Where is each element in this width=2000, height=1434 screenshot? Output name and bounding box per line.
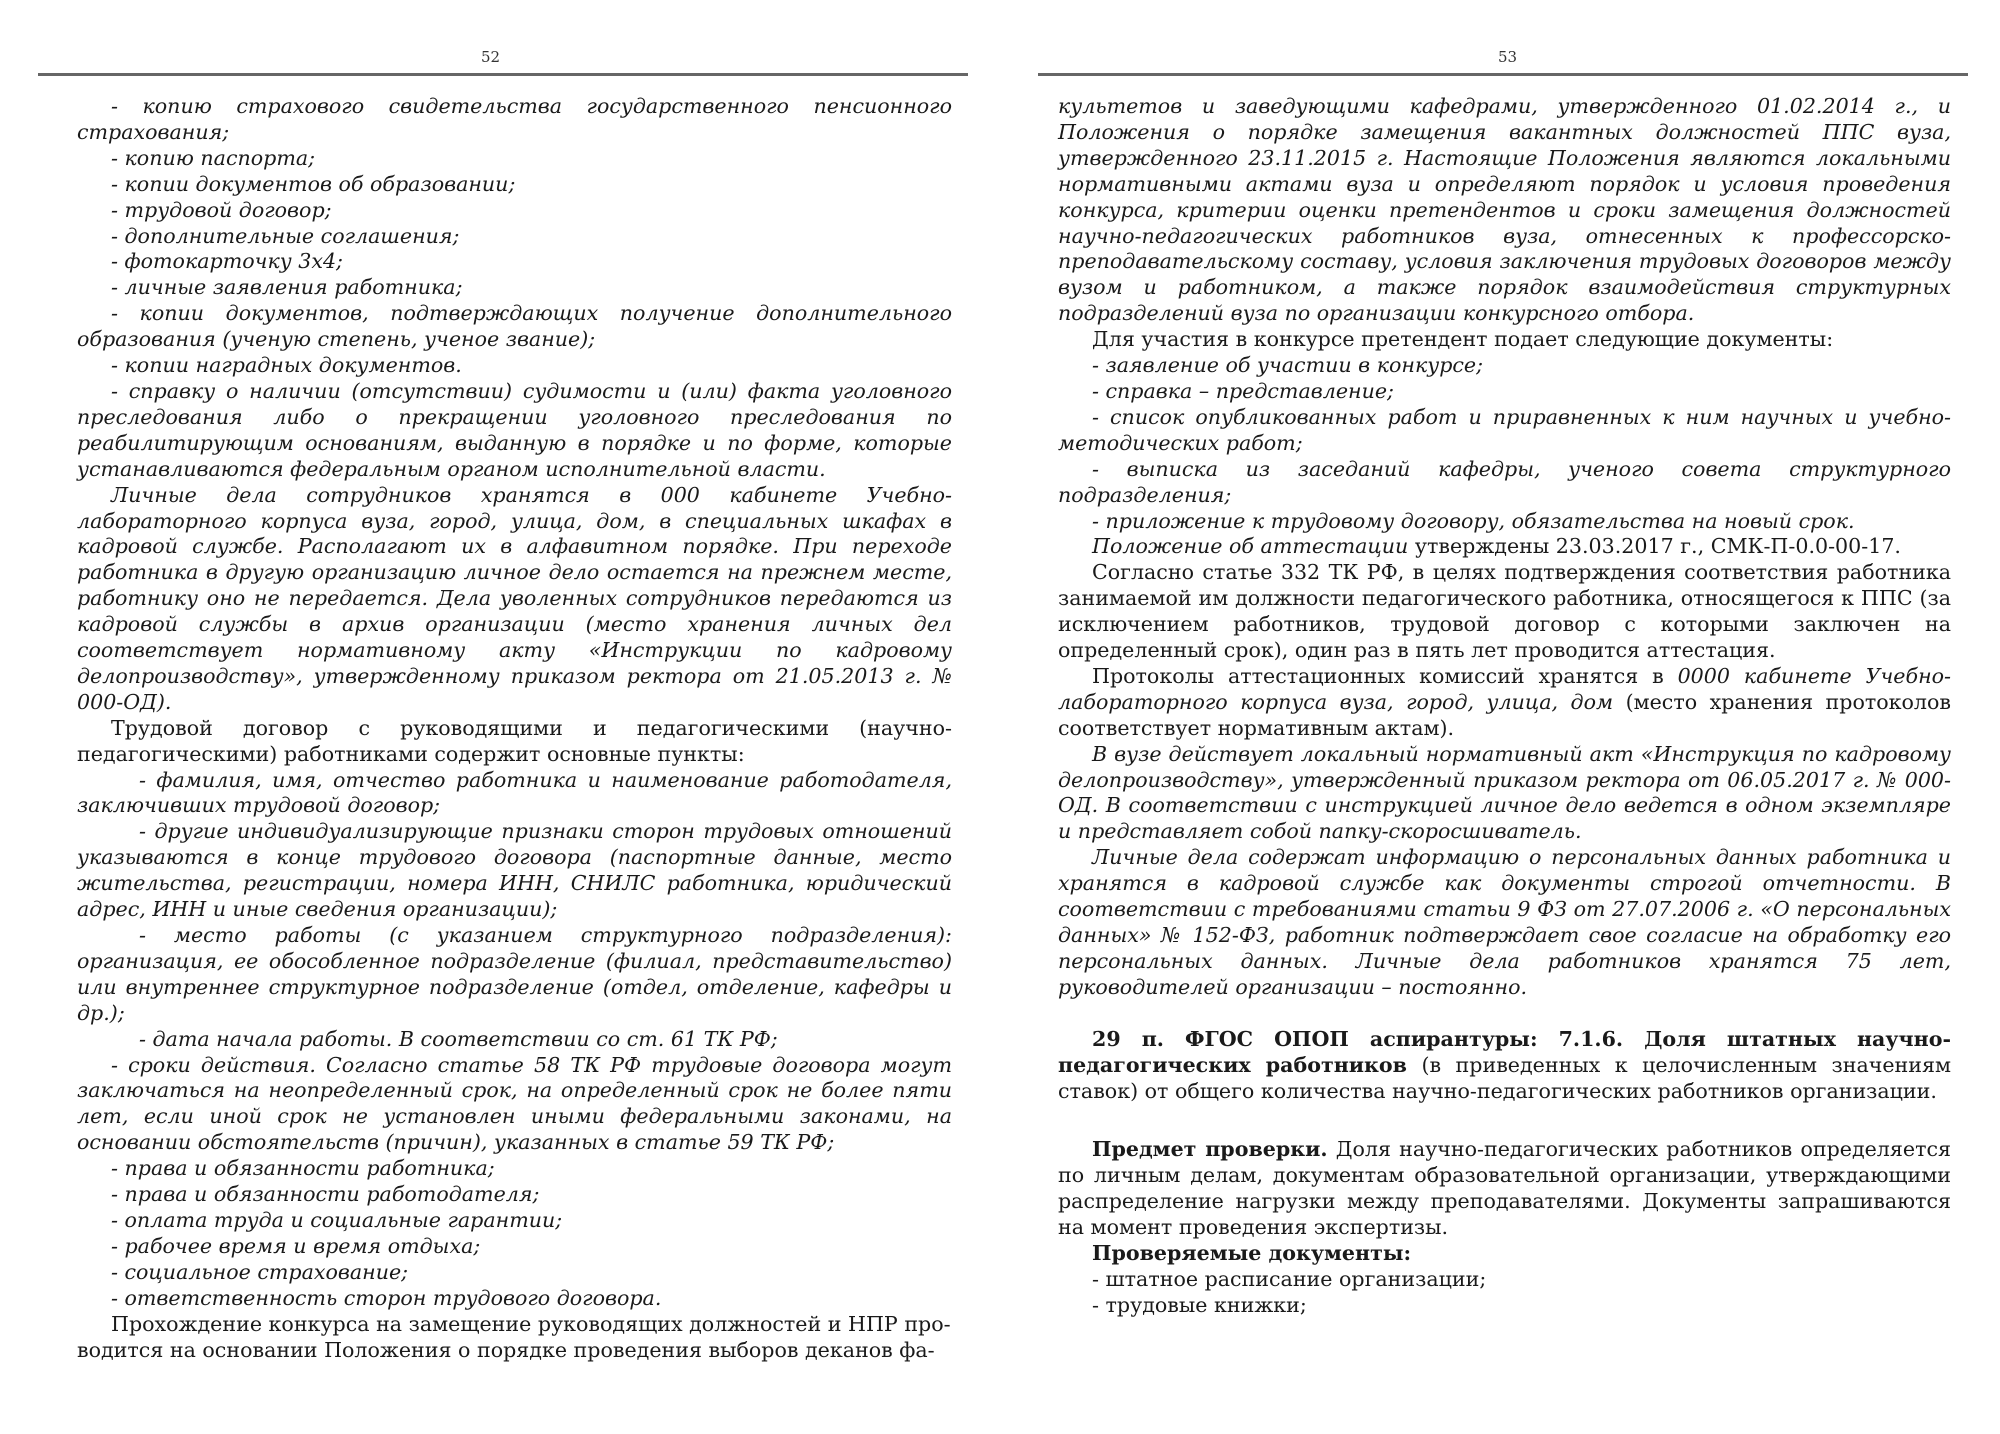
list-item: - ответственность сторон трудового договора. xyxy=(111,1285,662,1310)
text-run: (в приведенных к целочисленным значениям ставок) от общего количества научно-педагогических работников организации. xyxy=(1058,1052,1952,1103)
list-item: - рабочее время и время отдыха; xyxy=(111,1233,481,1258)
paragraph xyxy=(1058,534,1951,560)
list-item: - трудовые книжки; xyxy=(1092,1292,1307,1317)
paragraph: - копию страхового свидетельства государственного пенсионного страхования; xyxy=(77,94,952,144)
text-run: 0000 кабинете Учебно-лабораторного корпуса вуза, город, улица, дом xyxy=(1058,663,1951,714)
paragraph: Личные дела содержат информацию о персональных данных работника и хранятся в кадровой службе как документы строгой отчетности. В соответствии с требованиями статьи 9 ФЗ от 27.07.2006 г. «О персональных данных» № 152-ФЗ, работник подтверждает свое согласие на обработку его персональных данных. Личные дела работников хранятся 75 лет, руководителей организации – постоянно. xyxy=(1058,845,1951,999)
paragraph xyxy=(77,1312,952,1338)
page-number: 53 xyxy=(1498,48,1518,66)
right-page xyxy=(1000,0,2000,1434)
list-item: - заявление об участии в конкурсе; xyxy=(1092,353,1484,378)
list-item: - права и обязанности работодателя; xyxy=(111,1182,540,1207)
paragraph xyxy=(1058,1137,1951,1241)
paragraph: В вузе действует локальный нормативный акт «Инструкция по кадровому делопроизводству», утвержденный приказом ректора от 06.05.2017 г. № 000-ОД. В соответствии с инструкцией личное дело ведется в одном экземпляре и представляет собой папку-скоросшиватель. xyxy=(1058,741,1951,844)
list-item: - штатное расписание организации; xyxy=(1092,1266,1487,1291)
list-item: - фамилия, имя, отчество работника и наименование работодателя, заключивших трудовой договор; xyxy=(77,767,952,818)
text-run: Положение об аттестации xyxy=(1092,534,1409,559)
header-rule xyxy=(1038,73,1968,76)
paragraph: Личные дела сотрудников хранятся в 000 кабинете Учебно-лабораторного корпуса вуза, город, улица, дом, в специальных шкафах в кадровой службе. Располагают их в алфавитном порядке. При переходе работника в другую организацию личное дело остается на прежнем месте, работнику оно не передается. Дела уволенных сотрудников передаются из кадровой службы в архив организации (место хранения личных дел соответствует нормативному акту «Инструкции по кадровому делопроизводству», утвержденному приказом ректора от 21.05.2013 г. № 000-ОД). xyxy=(77,482,952,714)
list-item: - список опубликованных работ и приравненных к ним научных и учебно-методических работ; xyxy=(1058,404,1951,455)
list-item: - копии документов, подтверждающих получение дополнительного образования (ученую степень, ученое звание); xyxy=(77,301,952,352)
list-item: - другие индивидуализирующие признаки сторон трудовых отношений указываются в конце трудового договора (паспортные данные, место жительства, регистрации, номера ИНН, СНИЛС работника, юридический адрес, ИНН и иные сведения организации); xyxy=(77,819,952,922)
list-item: - социальное страхование; xyxy=(111,1259,409,1284)
list-item: - дата начала работы. В соответствии со ст. 61 ТК РФ; xyxy=(139,1026,778,1051)
list-item: - права и обязанности работника; xyxy=(111,1156,495,1181)
list-item: - трудовой договор; xyxy=(111,197,332,222)
text-run: Прохождение конкурса на замещение руководящих должностей и НПР про- xyxy=(111,1311,951,1336)
paragraph: культетов и заведующими кафедрами, утвержденного 01.02.2014 г., и Положения о порядке замещения вакантных должностей ППС вуза, утвержденного 23.11.2015 г. Настоящие Положения являются локальными нормативными актами вуза и определяют порядок и условия проведения конкурса, критерии оценки претендентов и сроки замещения должностей научно-педагогических работников вуза, отнесенных к профессорско-преподавательскому составу, условия заключения трудовых договоров между вузом и работником, а также порядок взаимодействия структурных подразделений вуза по организации конкурсного отбора. xyxy=(1058,94,1951,326)
list-item: - приложение к трудовому договору, обязательства на новый срок. xyxy=(1092,508,1855,533)
list-item: - сроки действия. Согласно статье 58 ТК РФ трудовые договора могут заключаться на неопределенный срок, на определенный срок не более пяти лет, если иной срок не установлен иными федеральными законами, на основании обстоятельств (причин), указанных в статье 59 ТК РФ; xyxy=(77,1052,952,1155)
paragraph: Согласно статье 332 ТК РФ, в целях подтверждения соответствия работника занимаемой им должности педагогического работника, относящегося к ППС (за исключением работников, трудовой договор с которыми заключен на определенный срок), один раз в пять лет проводится аттестация. xyxy=(1058,560,1951,663)
paragraph: Трудовой договор с руководящими и педагогическими (научно-педагогическими) работниками содержит основные пункты: xyxy=(77,715,952,766)
section-heading xyxy=(1058,1027,1951,1105)
text-run: Протоколы аттестационных комиссий хранятся в xyxy=(1092,663,1678,688)
list-item: - копии наградных документов. xyxy=(111,353,462,378)
list-item: - выписка из заседаний кафедры, ученого совета структурного подразделения; xyxy=(1058,456,1951,507)
list-item: - фотокарточку 3х4; xyxy=(111,249,343,274)
list-item: - справка – представление; xyxy=(1092,378,1394,403)
text-run: (место хранения протоколов соответствует нормативным актам). xyxy=(1058,689,1951,740)
list-item: - справку о наличии (отсутствии) судимости и (или) факта уголовного преследования либо о прекращении уголовного преследования по реабилитирующим основаниям, выданную в порядке и по форме, которые устанавливаются федеральным органом исполнительной власти. xyxy=(77,378,952,481)
text-run: Доля научно-педагогических работников определяется по личным делам, документам образовательной организации, утверждающими распределение нагрузки между преподавателями. Документы запрашиваются на момент проведения экспертизы. xyxy=(1058,1137,1951,1240)
list-item: - личные заявления работника; xyxy=(111,275,463,300)
label-bold: Предмет проверки. xyxy=(1092,1137,1328,1162)
list-item: - копию паспорта; xyxy=(111,145,316,170)
spacer xyxy=(1058,1104,1951,1137)
text-run: водится на основании Положения о порядке проведения выборов деканов фа- xyxy=(77,1337,935,1362)
right-page-text xyxy=(1058,94,1951,1434)
heading-bold: 29 п. ФГОС ОПОП аспирантуры: 7.1.6. Доля штатных научно-педагогических работников xyxy=(1058,1026,1951,1077)
page-number: 52 xyxy=(481,48,501,66)
paragraph xyxy=(77,1338,952,1364)
list-item: - копии документов об образовании; xyxy=(111,171,516,196)
list-item: - место работы (с указанием структурного подразделения): организация, ее обособленное подразделение (филиал, представительство) или внутреннее структурное подразделение (отдел, отделение, кафедры и др.); xyxy=(77,923,952,1025)
left-page-text xyxy=(77,94,952,1434)
paragraph xyxy=(1058,664,1951,742)
text-run: утверждены 23.03.2017 г., СМК-П-0.0-00-17. xyxy=(1408,534,1901,559)
list-item: - оплата труда и социальные гарантии; xyxy=(111,1207,563,1232)
header-rule xyxy=(38,73,968,76)
list-item: - дополнительные соглашения; xyxy=(111,223,460,248)
subheading: Проверяемые документы: xyxy=(1092,1241,1412,1266)
paragraph: Для участия в конкурсе претендент подает следующие документы: xyxy=(1092,327,1834,352)
